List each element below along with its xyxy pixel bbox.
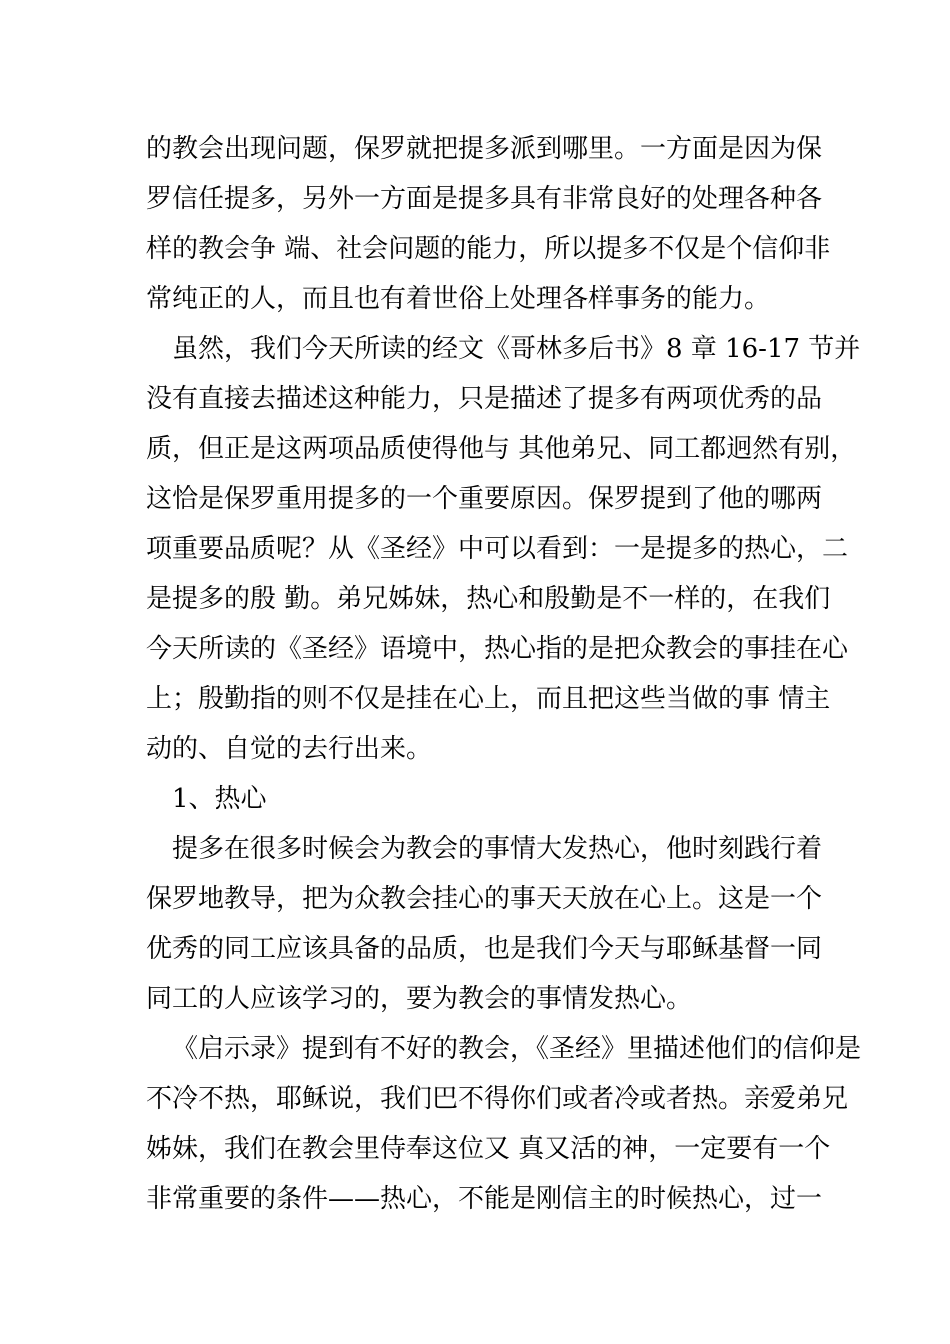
text-line: 常纯正的人，而且也有着世俗上处理各样事务的能力。 xyxy=(146,284,771,314)
section-heading-text: 1、热心 xyxy=(172,784,267,814)
text-line: 姊妹，我们在教会里侍奉这位又 真又活的神，一定要有一个 xyxy=(146,1134,831,1164)
text-line: 虽然，我们今天所读的经文《哥林多后书》8 章 16-17 节并 xyxy=(172,334,861,364)
text-line: 是提多的殷 勤。弟兄姊妹，热心和殷勤是不一样的，在我们 xyxy=(146,584,831,614)
text-line: 质，但正是这两项品质使得他与 其他弟兄、同工都迥然有别， xyxy=(146,434,857,464)
text-line: 这恰是保罗重用提多的一个重要原因。保罗提到了他的哪两 xyxy=(146,484,823,514)
paragraph-1 xyxy=(146,124,831,324)
text-line: 的教会出现问题，保罗就把提多派到哪里。一方面是因为保 xyxy=(146,134,823,164)
section-heading xyxy=(146,774,816,824)
document-page xyxy=(146,124,862,1224)
text-line: 项重要品质呢？从《圣经》中可以看到：一是提多的热心，二 xyxy=(146,534,849,564)
paragraph-4 xyxy=(146,1024,862,1224)
text-line: 今天所读的《圣经》语境中，热心指的是把众教会的事挂在心 xyxy=(146,634,849,664)
text-line: 保罗地教导，把为众教会挂心的事天天放在心上。这是一个 xyxy=(146,884,823,914)
text-line: 《启示录》提到有不好的教会，《圣经》里描述他们的信仰是 xyxy=(172,1034,862,1064)
text-line: 没有直接去描述这种能力，只是描述了提多有两项优秀的品 xyxy=(146,384,823,414)
paragraph-3 xyxy=(146,824,823,1024)
text-line: 动的、自觉的去行出来。 xyxy=(146,734,433,764)
text-line: 同工的人应该学习的，要为教会的事情发热心。 xyxy=(146,984,693,1014)
text-line: 非常重要的条件——热心，不能是刚信主的时候热心，过一 xyxy=(146,1184,823,1214)
text-line: 罗信任提多，另外一方面是提多具有非常良好的处理各种各 xyxy=(146,184,823,214)
text-line: 提多在很多时候会为教会的事情大发热心，他时刻践行着 xyxy=(172,834,823,864)
paragraph-2 xyxy=(146,324,861,774)
text-line: 样的教会争 端、社会问题的能力，所以提多不仅是个信仰非 xyxy=(146,234,831,264)
text-line: 上；殷勤指的则不仅是挂在心上，而且把这些当做的事 情主 xyxy=(146,684,831,714)
text-line: 不冷不热，耶稣说，我们巴不得你们或者冷或者热。亲爱弟兄 xyxy=(146,1084,849,1114)
text-line: 优秀的同工应该具备的品质，也是我们今天与耶稣基督一同 xyxy=(146,934,823,964)
